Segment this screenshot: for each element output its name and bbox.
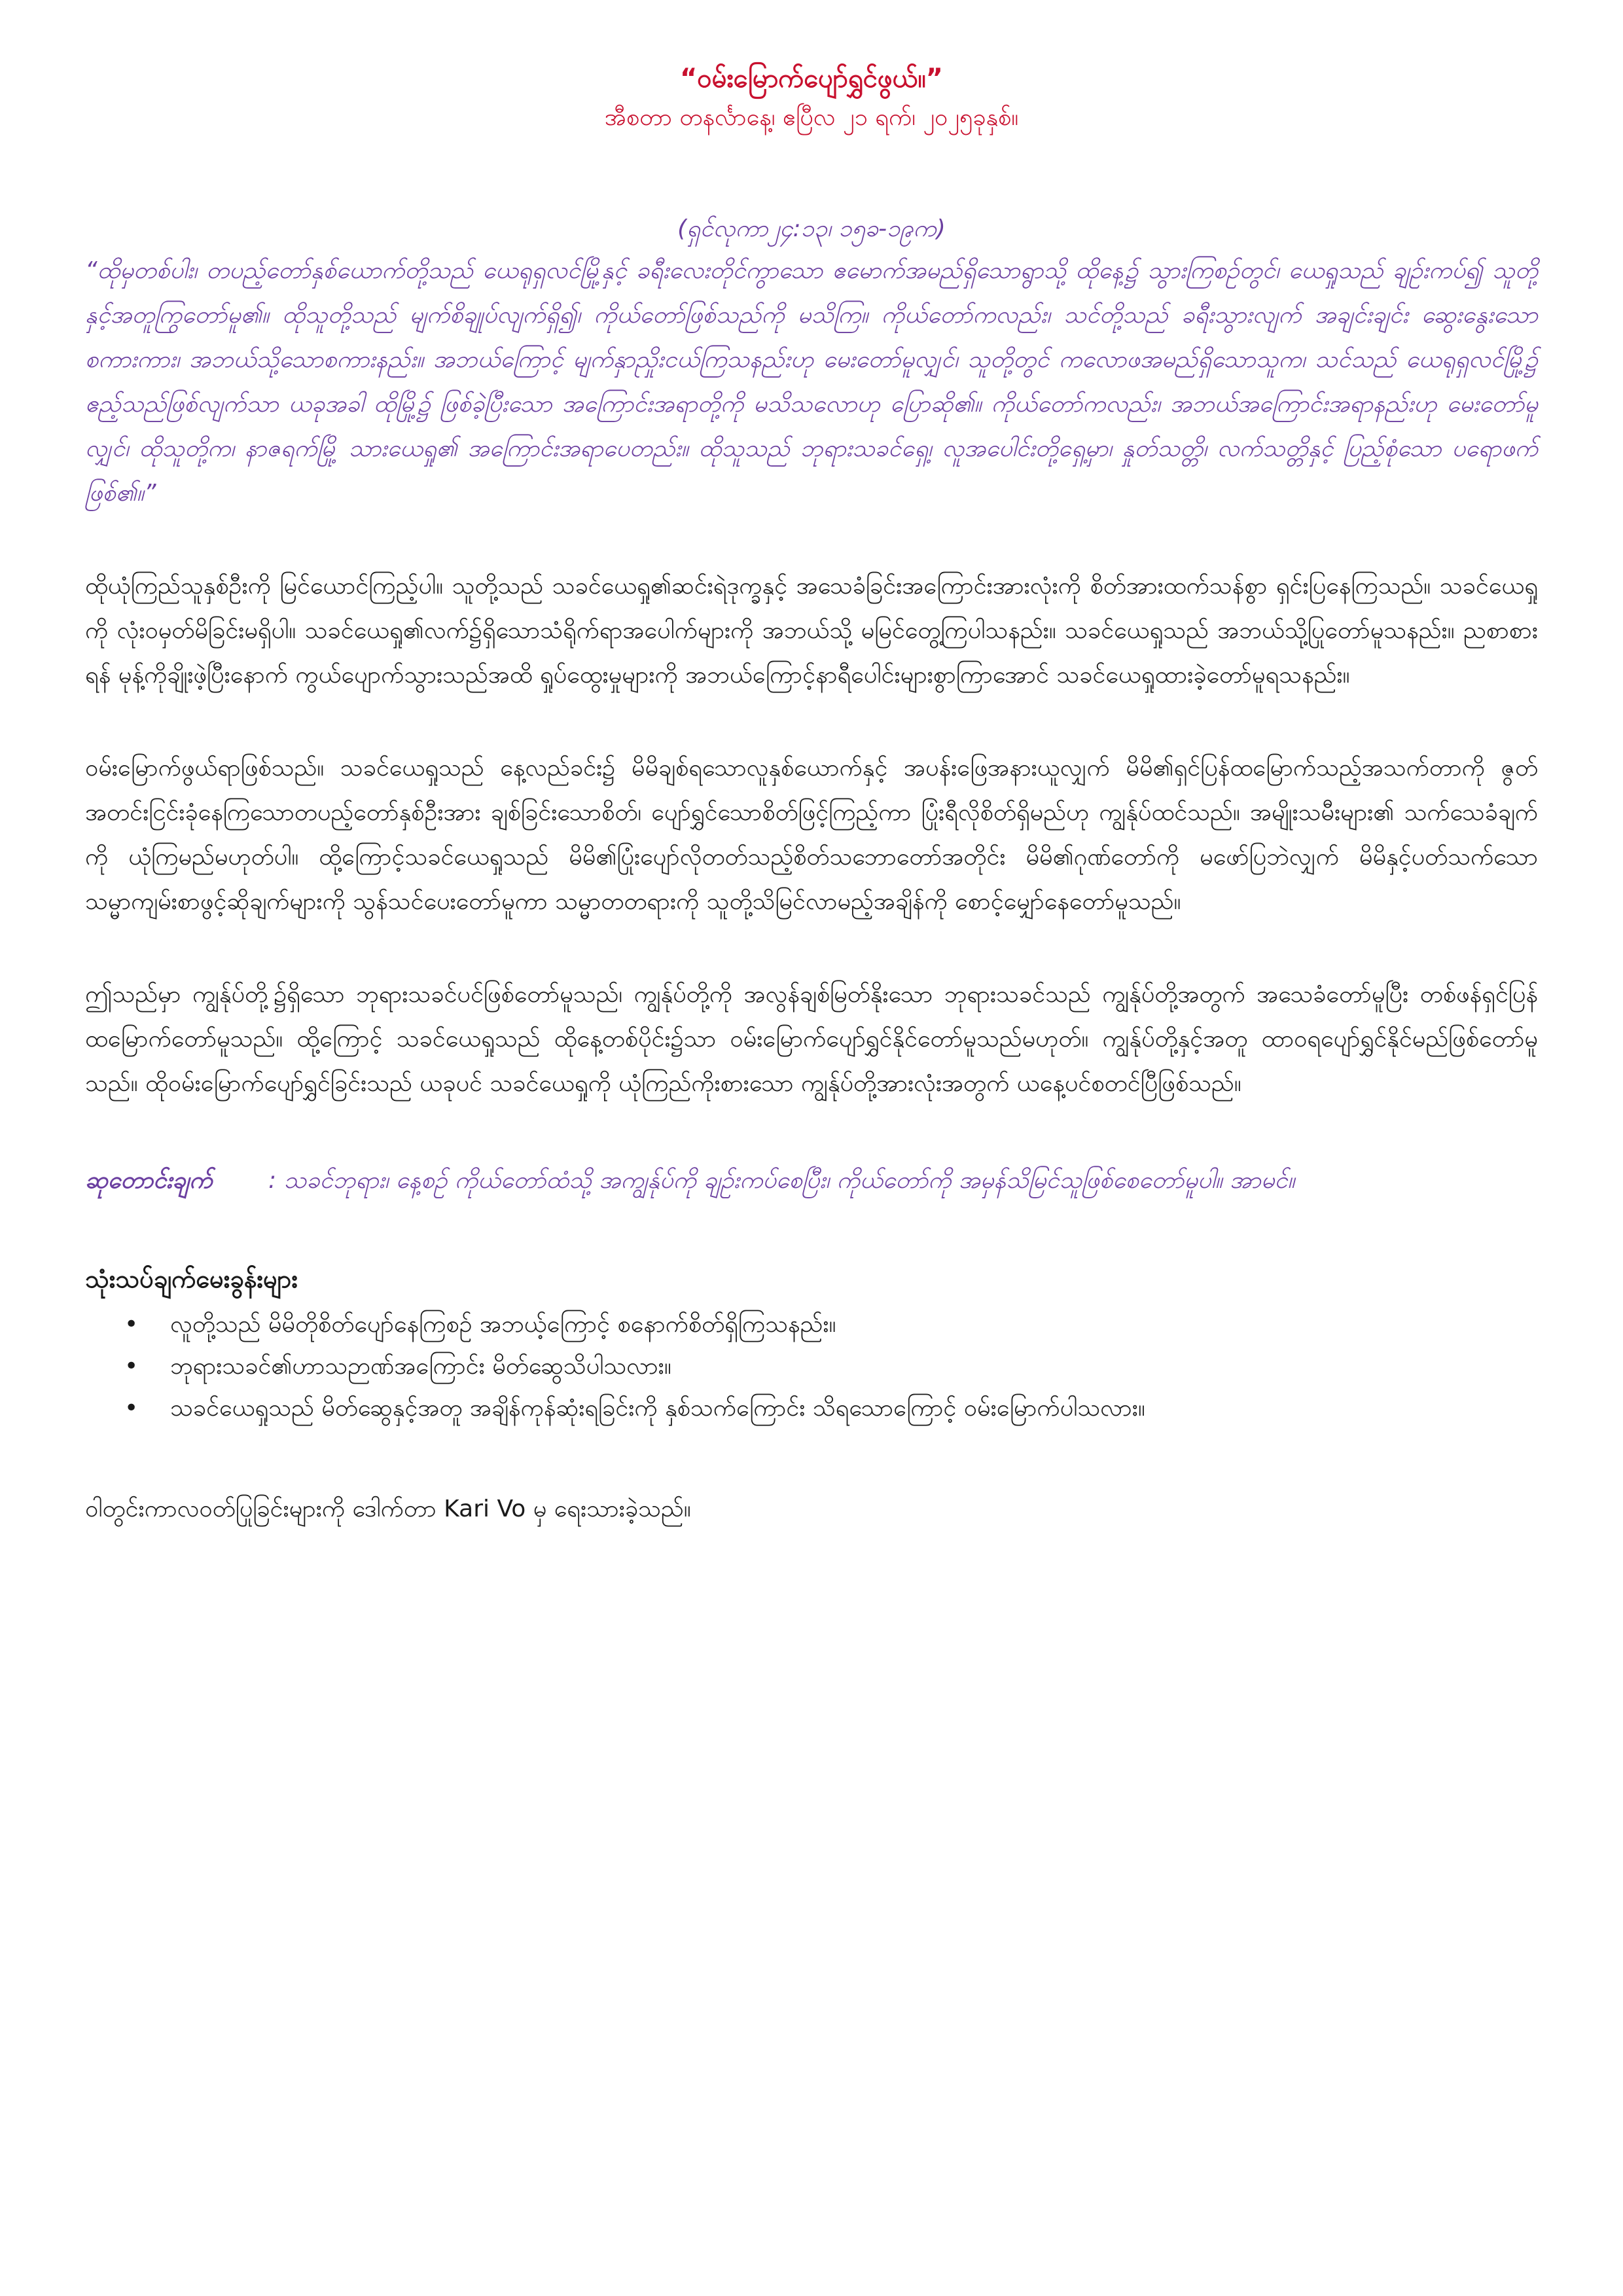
bullet-icon: • xyxy=(124,1395,139,1422)
scripture-passage: “ထိုမှတစ်ပါး၊ တပည့်တော်နှစ်ယောက်တို့သည် ယေရုရှလင်မြို့နှင့် ခရီးလေးတိုင်ကွာသော ဧမောက်အမည်ရှိသောရွာသို့ ထိုနေ့၌ သွားကြစဉ်တွင်၊ ယေရှုသည် ချဉ်းကပ်၍ သူတို့နှင့်အတူကြွတော်မူ၏။ ထိုသူတို့သည် မျက်စိချုပ်လျက်ရှိ၍၊ ကိုယ်တော်ဖြစ်သည်ကို မသိကြ။ ကိုယ်တော်ကလည်း၊ သင်တို့သည် ခရီးသွားလျက် အချင်းချင်း ဆွေးနွေးသောစကားကား၊ အဘယ်သို့သောစကားနည်း။ အဘယ်ကြောင့် မျက်နှာညှိုးငယ်ကြသနည်းဟု မေးတော်မူလျှင်၊ သူတို့တွင် ကလောဖအမည်ရှိသောသူက၊ သင်သည် ယေရုရှလင်မြို့၌ ဧည့်သည်ဖြစ်လျက်သာ ယခုအခါ ထိုမြို့၌ ဖြစ်ခဲ့ပြီးသော အကြောင်းအရာတို့ကို မသိသလောဟု ပြောဆို၏။ ကိုယ်တော်ကလည်း၊ အဘယ်အကြောင်းအရာနည်းဟု မေးတော်မူလျှင်၊ ထိုသူတို့က၊ နာဇရက်မြို့ သားယေရှု၏ အကြောင်းအရာပေတည်း။ ထိုသူသည် ဘုရားသခင်ရှေ့၊ လူအပေါင်းတို့ရှေ့မှာ၊ နှုတ်သတ္တိ၊ လက်သတ္တိနှင့် ပြည့်စုံသော ပရောဖက်ဖြစ်၏။” xyxy=(85,257,1538,507)
questions-heading: သုံးသပ်ချက်မေးခွန်းများ xyxy=(85,1265,298,1293)
list-item xyxy=(124,1346,1538,1388)
prayer-section xyxy=(85,1158,1538,1203)
body-paragraph-2: ဝမ်းမြောက်ဖွယ်ရာဖြစ်သည်။ သခင်ယေရှုသည် နေ့လည်ခင်း၌ မိမိချစ်ရသောလူနှစ်ယောက်နှင့် အပန်းဖြေအနားယူလျှက် မိမိ၏ရှင်ပြန်ထမြောက်သည့်အသက်တာကို ဇွတ်အတင်းငြင်းခုံနေကြသောတပည့်တော်နှစ်ဦးအား ချစ်ခြင်းသောစိတ်၊ ပျော်ရွှင်သောစိတ်ဖြင့်ကြည့်ကာ ပြုံးရီလိုစိတ်ရှိမည်ဟု ကျွန်ုပ်ထင်သည်။ အမျိုးသမီးများ၏ သက်သေခံချက်ကို ယုံကြမည်မဟုတ်ပါ။ ထို့ကြောင့်သခင်ယေရှုသည် မိမိ၏ပြုံးပျော်လိုတတ်သည့်စိတ်သဘောတော်အတိုင်း မိမိ၏ဂုဏ်တော်ကို မဖော်ပြဘဲလျှက် မိမိနှင့်ပတ်သက်သော သမ္မာကျမ်းစာဖွင့်ဆိုချက်များကို သွန်သင်ပေးတော်မူကာ သမ္မာတတရားကို သူတို့သိမြင်လာမည့်အချိန်ကို စောင့်မျှော်နေတော်မူသည်။ xyxy=(85,755,1538,915)
devotional-page xyxy=(85,59,1538,1530)
question-text: လူတို့သည် မိမိတိုစိတ်ပျော်နေကြစဉ် အဘယ့်ကြောင့် စနောက်စိတ်ရှိကြသနည်း။ xyxy=(170,1311,836,1338)
question-text: ဘုရားသခင်၏ဟာသဉာဏ်အကြောင်း မိတ်ဆွေသိပါသလား။ xyxy=(170,1353,671,1380)
author-credit: ဝါတွင်းကာလဝတ်ပြုခြင်းများကို ဒေါက်တာ Kari Vo မှ ရေးသားခဲ့သည်။ xyxy=(85,1496,691,1522)
prayer-label: ဆုတောင်းချက် xyxy=(85,1167,213,1194)
bullet-icon: • xyxy=(124,1311,139,1338)
prayer-text: : သခင်ဘုရား၊ နေ့စဉ် ကိုယ်တော်ထံသို့ အကျွန်ုပ်ကို ချဉ်းကပ်စေပြီး၊ ကိုယ်တော်ကို အမှန်သိမြင်သူဖြစ်စေတော်မူပါ။ အာမင်။ xyxy=(268,1167,1295,1194)
body-paragraph-3: ဤသည်မှာ ကျွန်ုပ်တို့၌ရှိသော ဘုရားသခင်ပင်ဖြစ်တော်မူသည်၊ ကျွန်ုပ်တို့ကို အလွန်ချစ်မြတ်နိုးသော ဘုရားသခင်သည် ကျွန်ုပ်တို့အတွက် အသေခံတော်မူပြီး တစ်ဖန်ရှင်ပြန်ထမြောက်တော်မူသည်။ ထို့ကြောင့် သခင်ယေရှုသည် ထိုနေ့တစ်ပိုင်း၌သာ ဝမ်းမြောက်ပျော်ရွှင်နိုင်တော်မူသည်မဟုတ်။ ကျွန်ုပ်တို့နှင့်အတူ ထာဝရပျော်ရွှင်နိုင်မည်ဖြစ်တော်မူသည်။ ထိုဝမ်းမြောက်ပျော်ရွှင်ခြင်းသည် ယခုပင် သခင်ယေရှုကို ယုံကြည်ကိုးစားသော ကျွန်ုပ်တို့အားလုံးအတွက် ယနေ့ပင်စတင်ပြီဖြစ်သည်။ xyxy=(85,981,1538,1097)
bullet-icon: • xyxy=(124,1353,139,1380)
questions-list xyxy=(85,1304,1538,1429)
question-text: သခင်ယေရှုသည် မိတ်ဆွေနှင့်အတူ အချိန်ကုန်ဆုံးရခြင်းကို နှစ်သက်ကြောင်း သိရသောကြောင့် ဝမ်းမြောက်ပါသလား။ xyxy=(170,1395,1145,1422)
body-paragraph-1: ထိုယုံကြည်သူနှစ်ဦးကို မြင်ယောင်ကြည့်ပါ။ သူတို့သည် သခင်ယေရှု၏ဆင်းရဲဒုက္ခနှင့် အသေခံခြင်းအကြောင်းအားလုံးကို စိတ်အားထက်သန်စွာ ရှင်းပြနေကြသည်။ သခင်ယေရှုကို လုံးဝမှတ်မိခြင်းမရှိပါ။ သခင်ယေရှု၏လက်၌ရှိသောသံရိုက်ရာအပေါက်များကို အဘယ်သို့ မမြင်တွေ့ကြပါသနည်း။ သခင်ယေရှုသည် အဘယ်သို့ပြုတော်မူသနည်း။ ညစာစားရန် မုန့်ကိုချိုးဖဲ့ပြီးနောက် ကွယ်ပျောက်သွားသည်အထိ ရှုပ်ထွေးမှုများကို အဘယ်ကြောင့်နာရီပေါင်းများစွာကြာအောင် သခင်ယေရှုထားခဲ့တော်မူရသနည်း။ xyxy=(85,573,1538,689)
list-item xyxy=(124,1304,1538,1346)
page-title: “ဝမ်းမြောက်ပျော်ရွှင်ဖွယ်။” xyxy=(680,63,943,94)
page-date: အီစတာ တနင်္လာနေ့၊ ဧပြီလ ၂၁ ရက်၊ ၂၀၂၅ခုနှစ်။ xyxy=(604,104,1019,131)
scripture-reference: (ရှင်လုကာ၂၄:၁၃၊ ၁၅ခ-၁၉က) xyxy=(677,215,946,242)
list-item xyxy=(124,1388,1538,1429)
